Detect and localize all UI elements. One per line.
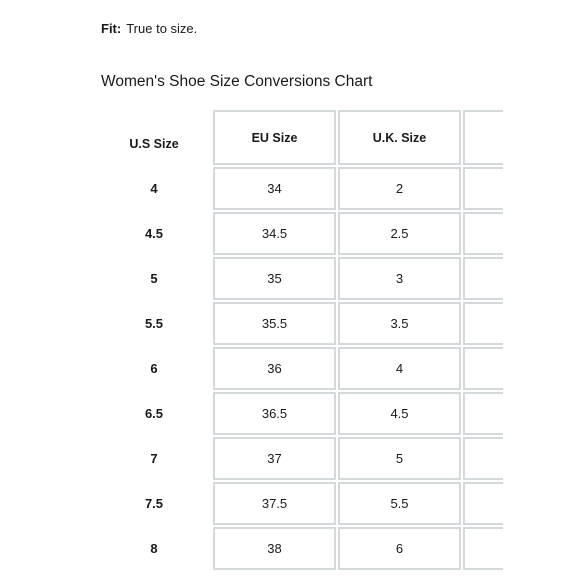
cut-off-cell <box>463 392 503 435</box>
us-size-cell: 7.5 <box>144 496 164 511</box>
size-conversion-table <box>95 108 505 572</box>
table-row <box>97 392 503 435</box>
cut-off-cell <box>463 482 503 525</box>
header-eu-size: EU Size <box>213 110 336 165</box>
us-size-cell: 5 <box>150 271 158 286</box>
us-size-cell: 6 <box>150 361 158 376</box>
table-row <box>97 482 503 525</box>
eu-size-cell: 37.5 <box>213 482 336 525</box>
table-row <box>97 167 503 210</box>
uk-size-cell: 2 <box>338 167 461 210</box>
header-cut-off-column <box>463 110 503 165</box>
cut-off-cell <box>463 527 503 570</box>
table-row <box>97 347 503 390</box>
us-size-cell: 8 <box>150 541 158 556</box>
eu-size-cell: 35.5 <box>213 302 336 345</box>
cut-off-cell <box>463 302 503 345</box>
table-row <box>97 437 503 480</box>
uk-size-cell: 3.5 <box>338 302 461 345</box>
fit-label: Fit: <box>101 21 122 36</box>
us-size-cell: 5.5 <box>144 316 164 331</box>
uk-size-cell: 3 <box>338 257 461 300</box>
cut-off-cell <box>463 257 503 300</box>
eu-size-cell: 34.5 <box>213 212 336 255</box>
cut-off-cell <box>463 167 503 210</box>
us-size-cell: 7 <box>150 451 158 466</box>
uk-size-cell: 2.5 <box>338 212 461 255</box>
chart-title: Women's Shoe Size Conversions Chart <box>101 73 373 90</box>
eu-size-cell: 36.5 <box>213 392 336 435</box>
cut-off-cell <box>463 212 503 255</box>
uk-size-cell: 5.5 <box>338 482 461 525</box>
header-uk-size: U.K. Size <box>338 110 461 165</box>
eu-size-cell: 37 <box>213 437 336 480</box>
table-row <box>97 527 503 570</box>
table-header-row <box>97 110 503 165</box>
us-size-cell: 6.5 <box>144 406 164 421</box>
table-row <box>97 302 503 345</box>
fit-value: True to size. <box>126 21 198 36</box>
header-us-size: U.S Size <box>129 136 179 151</box>
table-row <box>97 257 503 300</box>
cut-off-cell <box>463 437 503 480</box>
eu-size-cell: 36 <box>213 347 336 390</box>
eu-size-cell: 38 <box>213 527 336 570</box>
table-row <box>97 212 503 255</box>
us-size-cell: 4 <box>150 181 158 196</box>
cut-off-cell <box>463 347 503 390</box>
uk-size-cell: 5 <box>338 437 461 480</box>
uk-size-cell: 4 <box>338 347 461 390</box>
eu-size-cell: 34 <box>213 167 336 210</box>
eu-size-cell: 35 <box>213 257 336 300</box>
uk-size-cell: 4.5 <box>338 392 461 435</box>
uk-size-cell: 6 <box>338 527 461 570</box>
us-size-cell: 4.5 <box>144 226 164 241</box>
fit-line <box>101 21 197 36</box>
